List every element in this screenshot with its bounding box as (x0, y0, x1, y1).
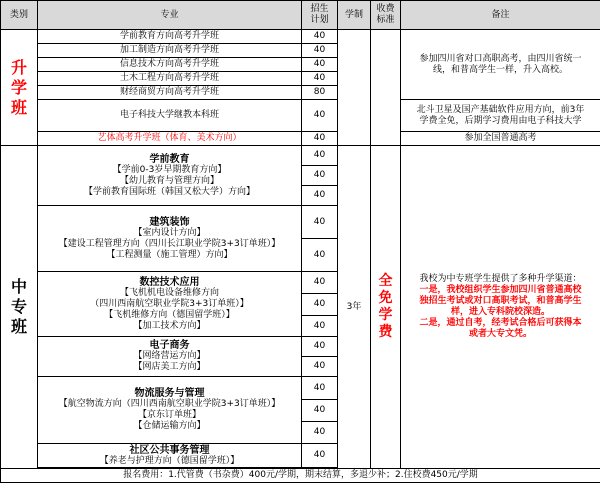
plan-cell: 40 (302, 206, 338, 239)
plan-cell: 40 (302, 422, 338, 444)
category-upgrade: 升学班 (1, 30, 38, 146)
plan-cell: 40 (302, 44, 338, 58)
plan-cell: 40 (302, 377, 338, 400)
plan-cell: 40 (302, 186, 338, 206)
group-cnc: 数控技术应用 【飞机机电设备维修方向 （四川西南航空职业学院3+3订单班）】 【飞机维修方向（德国留学班）】 【加工技术方向】 (38, 272, 302, 337)
years-upgrade (338, 30, 371, 146)
major-cell: 学前教育方向高考升学班 (38, 30, 302, 44)
years-secondary: 3年 (338, 146, 371, 469)
category-secondary: 中专班 (1, 146, 38, 469)
plan-cell: 40 (302, 357, 338, 377)
plan-cell: 40 (302, 400, 338, 422)
major-cell: 土木工程方向高考升学班 (38, 72, 302, 86)
remark-secondary: 我校为中专班学生提供了多种升学渠道： 一是，我校组织学生参加四川省普通高校 独招生考试或对口高职考试，和普高学生 样，进入专科院校深造。 二是，通过自考，经考试合格后可获得本 或者大专文凭。 (401, 146, 600, 469)
major-cell: 加工制造方向高考升学班 (38, 44, 302, 58)
remark-upgrade-2: 北斗卫星及国产基础软件应用方向，前3年 学费全免，后期学习费用由电子科技大学 (401, 100, 600, 132)
plan-cell: 40 (302, 72, 338, 86)
group-architecture: 建筑装饰 【室内设计方向】 【建设工程管理方向（四川长江职业学院3+3订单班）】 【工程测量（施工管理）方向】 (38, 206, 302, 272)
group-logistics: 物流服务与管理 【航空物流方向（四川西南航空职业学院3+3订单班）】 【京东订单班】 【仓储运输方向】 (38, 377, 302, 444)
plan-cell: 40 (302, 58, 338, 72)
remark-upgrade-1: 参加四川省对口高职高考，由四川省统一 线，和普高学生一样，升入高校。 (401, 30, 600, 100)
header-remark: 备注 (401, 1, 600, 30)
table-row (1, 132, 600, 146)
table-row (1, 146, 600, 166)
major-cell: 电子科技大学继教本科班 (38, 100, 302, 132)
major-cell-art: 艺体高考升学班（体育、美术方向） (38, 132, 302, 146)
table-row (1, 30, 600, 44)
plan-cell: 80 (302, 86, 338, 100)
plan-cell: 40 (302, 337, 338, 357)
table-row (1, 100, 600, 116)
group-community: 社区公共事务管理 【养老与护理方向（德国留学班）】 (38, 444, 302, 468)
header-years: 学制 (338, 1, 371, 30)
major-cell: 财经商贸方向高考升学班 (38, 86, 302, 100)
plan-cell: 40 (302, 294, 338, 316)
plan-cell: 40 (302, 444, 338, 468)
major-cell: 信息技术方向高考升学班 (38, 58, 302, 72)
remark-upgrade-3: 参加全国普通高考 (401, 132, 600, 146)
header-row (1, 1, 600, 30)
header-major: 专业 (38, 1, 302, 30)
plan-cell: 40 (302, 146, 338, 166)
plan-cell: 40 (302, 316, 338, 337)
plan-cell: 40 (302, 166, 338, 186)
plan-cell: 40 (302, 272, 338, 294)
fee-upgrade (371, 30, 401, 146)
group-preschool: 学前教育 【学前0-3岁早期教育方向】 【幼儿教育与管理方向】 【学前教育国际班（韩国又松大学）方向】 (38, 146, 302, 206)
header-plan: 招生计划 (302, 1, 338, 30)
plan-cell: 40 (302, 239, 338, 272)
group-ecommerce: 电子商务 【网络营运方向】 【网店美工方向】 (38, 337, 302, 377)
header-category: 类别 (1, 1, 38, 30)
plan-cell: 40 (302, 132, 338, 146)
header-fee: 收费标准 (371, 1, 401, 30)
plan-cell: 40 (302, 30, 338, 44)
plan-cell: 40 (302, 100, 338, 132)
footer-fees: 报名费用：1.代管费（书杂费）400元/学期，期末结算，多退少补；2.住校费450元/学期 (1, 469, 600, 483)
fee-secondary: 全免学费 (371, 146, 401, 469)
footer-row (1, 469, 600, 483)
